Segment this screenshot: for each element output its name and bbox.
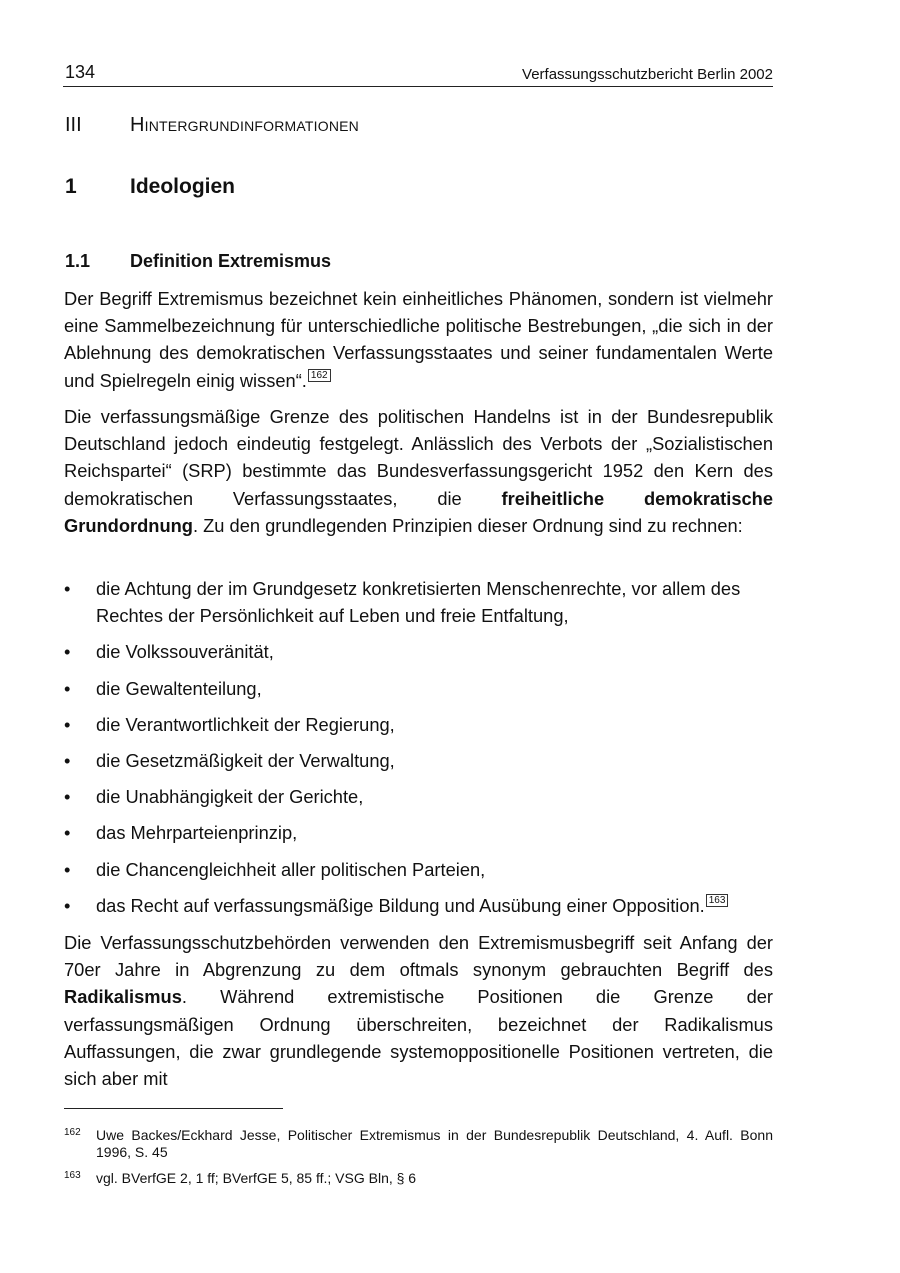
bullet-icon: • <box>64 786 71 808</box>
paragraph-3-bold: Radikalismus <box>64 986 182 1008</box>
part-number: III <box>65 114 82 136</box>
footnote-number: 162 <box>64 1127 81 1138</box>
paragraph-3 <box>64 929 773 1092</box>
running-title: Verfassungsschutzbericht Berlin 2002 <box>522 66 773 83</box>
paragraph-2-text-b: . Zu den grundlegenden Prinzipien dieser Ordnung sind zu rechnen: <box>192 514 743 536</box>
bullet-icon: • <box>64 677 71 699</box>
paragraph-2 <box>64 403 773 539</box>
list-item <box>64 711 773 738</box>
paragraph-3-text-a: Die Verfassungsschutzbehörden verwenden den Extremismusbegriff seit Anfang der 70er Jahre in Abgrenzung zu dem oftmals synonym gebrauchten Begriff des <box>64 932 773 981</box>
footnote-text: Uwe Backes/Eckhard Jesse, Politischer Extremismus in der Bundesrepublik Deutschland, 4. Aufl. Bonn 1996, S. 45 <box>96 1127 773 1160</box>
paragraph-2-text-a: Die verfassungsmäßige Grenze des politischen Handelns ist in der Bundesrepublik Deutschland jedoch eindeutig festgelegt. Anlässlich des Verbots der „Sozialistischen Reichspartei“ (SRP) bestimmte das Bundesverfassungsgericht 1952 den Kern des demokratischen Verfassungsstaates, die <box>64 406 773 509</box>
part-title: Hintergrundinformationen <box>130 114 359 136</box>
list-item <box>64 892 773 919</box>
footnote-ref-163[interactable]: 163 <box>706 894 729 907</box>
bullet-icon: • <box>64 894 71 916</box>
list-item-text: die Chancengleichheit aller politischen Parteien, <box>96 858 486 880</box>
paragraph-1-text: Der Begriff Extremismus bezeichnet kein einheitliches Phänomen, sondern ist vielmehr eine Sammelbezeichnung für unterschiedliche politische Bestrebungen, „die sich in der Ablehnung des demokratischen Verfassungsstaates und seiner fundamentalen Werte und Spielregeln einig wissen“. <box>64 288 773 391</box>
paragraph-2-bold: freiheitliche demokratische Grundordnung <box>64 487 773 536</box>
footnote-ref-162[interactable]: 162 <box>308 369 331 382</box>
footnote-divider <box>64 1108 283 1109</box>
footnote-163 <box>64 1170 773 1187</box>
list-item <box>64 638 773 665</box>
chapter-title: Ideologien <box>130 175 235 198</box>
principles-list <box>64 575 773 928</box>
list-item <box>64 819 773 846</box>
paragraph-1 <box>64 285 773 394</box>
bullet-icon: • <box>64 750 71 772</box>
bullet-icon: • <box>64 822 71 844</box>
chapter-number: 1 <box>65 175 77 198</box>
section-number: 1.1 <box>65 251 91 271</box>
list-item-text: die Gewaltenteilung, <box>96 677 262 699</box>
footnote-text: vgl. BVerfGE 2, 1 ff; BVerfGE 5, 85 ff.; VSG Bln, § 6 <box>96 1170 417 1186</box>
section-title: Definition Extremismus <box>130 251 332 271</box>
footnote-162 <box>64 1127 773 1161</box>
list-item-text: die Volkssouveränität, <box>96 641 274 663</box>
list-item <box>64 747 773 774</box>
list-item-text: die Verantwortlichkeit der Regierung, <box>96 713 395 735</box>
footnote-number: 163 <box>64 1170 81 1181</box>
bullet-icon: • <box>64 858 71 880</box>
bullet-icon: • <box>64 641 71 663</box>
bullet-icon: • <box>64 578 71 599</box>
page-number: 134 <box>65 62 96 82</box>
list-item-text: die Unabhängigkeit der Gerichte, <box>96 786 364 808</box>
page-header <box>63 62 773 87</box>
list-item-text: das Recht auf verfassungsmäßige Bildung und Ausübung einer Opposition. <box>96 894 705 916</box>
list-item-text: das Mehrparteienprinzip, <box>96 822 298 844</box>
list-item-text: die Gesetzmäßigkeit der Verwaltung, <box>96 750 395 772</box>
bullet-icon: • <box>64 713 71 735</box>
list-item-text: die Achtung der im Grundgesetz konkretisierten Menschenrechte, vor allem des Rechtes der Persönlichkeit auf Leben und freie Entfaltung, <box>96 578 741 627</box>
list-item <box>64 856 773 883</box>
list-item <box>64 783 773 810</box>
paragraph-3-text-b: . Während extremistische Positionen die Grenze der verfassungsmäßigen Ordnung überschreiten, bezeichnet der Radikalismus Auffassungen, die zwar grundlegende systemoppositionelle Positionen vertreten, die sich aber mit <box>64 986 773 1090</box>
list-item <box>64 675 773 702</box>
list-item <box>64 575 773 629</box>
